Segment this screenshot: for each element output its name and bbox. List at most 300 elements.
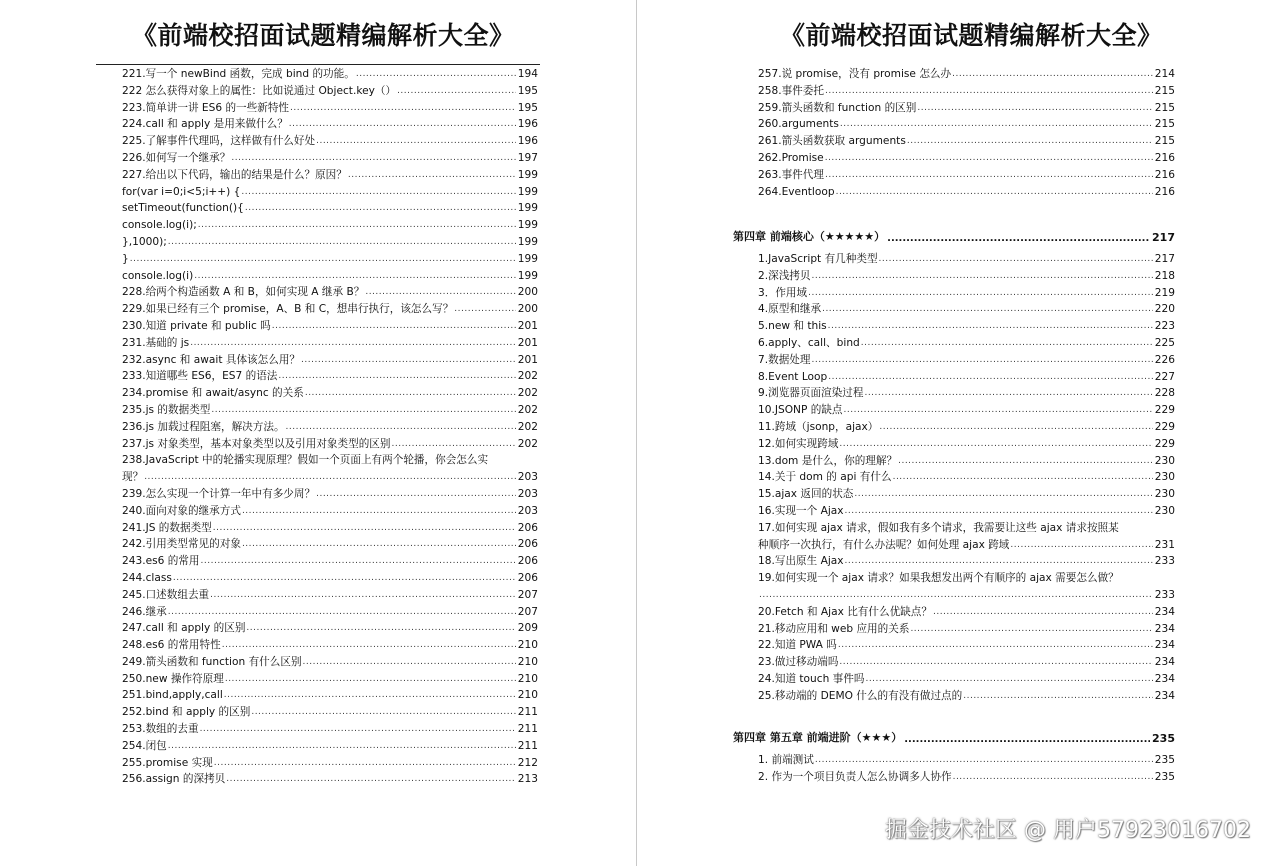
toc-entry-label: 261.箭头函数获取 arguments [758, 135, 906, 148]
toc-entry-label: 238.JavaScript 中的轮播实现原理？假如一个页面上有两个轮播，你会怎么实 [122, 454, 489, 467]
toc-entry-label: 234.promise 和 await/async 的关系 [122, 387, 304, 400]
toc-entry-label: 11.跨域（jsonp，ajax） [758, 420, 879, 433]
toc-entry-label: 22.知道 PWA 吗 [758, 639, 837, 652]
toc-page-number: 200 [517, 286, 538, 299]
dot-leader [168, 738, 516, 755]
toc-page-number: 206 [517, 571, 538, 584]
chapter-heading[interactable] [733, 226, 1175, 244]
toc-entry-label: 13.dom 是什么，你的理解？ [758, 454, 898, 467]
dot-leader [854, 486, 1152, 503]
toc-entry[interactable] [758, 688, 1175, 705]
dot-leader [245, 200, 516, 217]
dot-leader [365, 284, 515, 301]
dot-leader [246, 620, 515, 637]
toc-entry[interactable] [122, 755, 538, 772]
toc-entry[interactable] [122, 318, 538, 335]
toc-entry-label: 255.promise 实现 [122, 756, 213, 769]
toc-entry[interactable] [122, 167, 538, 184]
document-title: 《前端校招面试题精编解析大全》 [132, 21, 515, 50]
toc-entry-label: 244.class [122, 571, 172, 584]
toc-entry[interactable] [122, 133, 538, 150]
toc-entry[interactable] [758, 301, 1175, 318]
toc-entry-label: 1.JavaScript 有几种类型 [758, 253, 878, 265]
toc-entry-label: 249.箭头函数和 function 有什么区别 [122, 655, 302, 668]
toc-entry[interactable] [758, 268, 1175, 285]
toc-page-number: 202 [517, 437, 538, 450]
toc-entry-label: 246.继承 [122, 605, 167, 618]
toc-page-number: 225 [1154, 336, 1175, 349]
toc-entry-label: 221.写一个 newBind 函数，完成 bind 的功能。 [122, 68, 355, 80]
toc-page-number: 209 [517, 622, 538, 635]
toc-entry[interactable] [122, 268, 538, 285]
toc-entry-label: 3．作用域 [758, 286, 808, 299]
toc-page-number: 210 [517, 639, 538, 652]
toc-page-number: 203 [517, 504, 538, 517]
chapter-page-number: 235 [1152, 732, 1175, 745]
toc-page-number: 196 [517, 135, 538, 148]
toc-page-number: 229 [1154, 404, 1175, 417]
toc-entry-label: 224.call 和 apply 是用来做什么？ [122, 118, 288, 131]
toc-entry-label: 2. 作为一个项目负责人怎么协调多人协作 [758, 770, 952, 783]
dot-leader [173, 570, 516, 587]
toc-entry[interactable] [122, 385, 538, 402]
toc-entry-label: 种顺序一次执行，有什么办法呢？如何处理 ajax 跨域 [758, 538, 1010, 551]
toc-page-number: 219 [1154, 286, 1175, 299]
toc-entry-label: 264.Eventloop [758, 185, 835, 198]
toc-entry[interactable] [122, 553, 538, 570]
toc-entry[interactable] [758, 66, 1175, 83]
toc-entry[interactable] [122, 83, 538, 100]
dot-leader [356, 66, 516, 83]
toc-list [758, 752, 1175, 786]
toc-entry-label: },1000); [122, 235, 167, 248]
toc-entry-label: 239.怎么实现一个计算一年中有多少周？ [122, 487, 316, 500]
toc-entry-label: 262.Promise [758, 151, 824, 164]
toc-entry-label: 18.写出原生 Ajax [758, 555, 844, 568]
title-rule [96, 64, 540, 65]
toc-entry-label: 252.bind 和 apply 的区别 [122, 706, 251, 719]
dot-leader [241, 184, 515, 201]
toc-entry-label: 2.深浅拷贝 [758, 269, 811, 282]
dot-leader [210, 587, 516, 604]
toc-page-number: 234 [1154, 656, 1175, 669]
toc-entry[interactable] [122, 284, 538, 301]
dot-leader [815, 752, 1153, 769]
toc-page-number: 199 [517, 168, 538, 181]
toc-entry[interactable] [758, 503, 1175, 520]
toc-page-number: 220 [1154, 303, 1175, 316]
toc-entry[interactable] [122, 721, 538, 738]
toc-page-number: 206 [517, 555, 538, 568]
toc-entry[interactable] [122, 436, 538, 453]
toc-entry-label: 263.事件代理 [758, 168, 824, 181]
dot-leader [272, 318, 516, 335]
dot-leader [828, 318, 1153, 335]
toc-page-number: 234 [1154, 622, 1175, 635]
toc-page-number: 210 [517, 655, 538, 668]
toc-page-number: 199 [517, 269, 538, 282]
toc-entry[interactable] [122, 503, 538, 520]
dot-leader [844, 402, 1153, 419]
dot-leader [825, 150, 1153, 167]
toc-entry[interactable] [758, 150, 1175, 167]
dot-leader [242, 503, 516, 520]
toc-page-number: 234 [1154, 689, 1175, 702]
toc-page-number: 229 [1154, 437, 1175, 450]
dot-leader [316, 486, 516, 503]
toc-page-number: 234 [1154, 639, 1175, 652]
dot-leader [198, 217, 516, 234]
toc-entry[interactable] [758, 537, 1175, 554]
toc-page-number: 233 [1154, 588, 1175, 601]
toc-entry[interactable] [758, 402, 1175, 419]
dot-leader [887, 233, 1150, 244]
toc-page-number: 231 [1154, 538, 1175, 551]
toc-entry[interactable] [122, 301, 538, 318]
toc-page-number: 194 [517, 68, 538, 80]
chapter-label: 第四章 前端核心（★★★★★） [733, 230, 886, 243]
dot-leader [838, 637, 1153, 654]
chapter-heading[interactable] [733, 727, 1175, 745]
toc-entry[interactable] [758, 752, 1175, 769]
dot-leader [893, 469, 1153, 486]
dot-leader [168, 604, 516, 621]
toc-page-number: 235 [1154, 754, 1175, 766]
dot-leader [825, 167, 1153, 184]
dot-leader [845, 553, 1153, 570]
toc-entry-label: 16.实现一个 Ajax [758, 504, 844, 517]
toc-page-number: 202 [517, 420, 538, 433]
toc-entry[interactable] [122, 620, 538, 637]
toc-entry-label: for(var i=0;i<5;i++) { [122, 185, 241, 198]
toc-entry[interactable] [758, 116, 1175, 133]
toc-entry[interactable] [122, 654, 538, 671]
toc-page-number: 210 [517, 689, 538, 702]
dot-leader [213, 520, 516, 537]
dot-leader [839, 436, 1152, 453]
toc-entry[interactable] [758, 621, 1175, 638]
toc-entry-label: 241.JS 的数据类型 [122, 521, 212, 534]
dot-leader [811, 352, 1152, 369]
toc-page-number: 215 [1154, 135, 1175, 148]
toc-entry-label: 8.Event Loop [758, 370, 828, 383]
toc-entry[interactable] [122, 771, 538, 788]
toc-page-number: 206 [517, 538, 538, 551]
toc-entry-label: 236.js 加载过程阻塞，解决方法。 [122, 420, 285, 433]
toc-entry-label: 256.assign 的深拷贝 [122, 773, 226, 786]
toc-entry[interactable] [758, 553, 1175, 570]
toc-entry-label: 223.简单讲一讲 ES6 的一些新特性 [122, 101, 290, 114]
toc-entry-label: 248.es6 的常用特性 [122, 639, 221, 652]
toc-entry[interactable] [122, 116, 538, 133]
toc-page-number: 227 [1154, 370, 1175, 383]
toc-page-number: 211 [517, 723, 538, 736]
toc-page-number: 195 [517, 84, 538, 97]
toc-page-number: 229 [1154, 420, 1175, 433]
dot-leader [825, 83, 1153, 100]
toc-page-number: 214 [1154, 68, 1175, 80]
chapter-label: 第四章 第五章 前端进阶（★★★） [733, 731, 903, 744]
toc-entry[interactable] [758, 769, 1175, 786]
dot-leader [289, 116, 516, 133]
toc-page-number: 202 [517, 387, 538, 400]
dot-leader [845, 503, 1153, 520]
toc-page-number: 215 [1154, 84, 1175, 97]
toc-entry[interactable] [758, 251, 1175, 268]
dot-leader [190, 335, 516, 352]
toc-page-number: 202 [517, 370, 538, 383]
dot-leader [290, 100, 516, 117]
dot-leader [836, 184, 1153, 201]
toc-entry[interactable] [758, 369, 1175, 386]
dot-leader [953, 769, 1153, 786]
dot-leader [130, 251, 516, 268]
toc-entry[interactable] [758, 419, 1175, 436]
toc-entry[interactable] [758, 285, 1175, 302]
dot-leader [879, 251, 1153, 268]
toc-page-number: 199 [517, 185, 538, 198]
toc-entry-label: 230.知道 private 和 public 吗 [122, 319, 271, 332]
toc-page-number: 201 [517, 319, 538, 332]
toc-entry[interactable] [758, 570, 1175, 587]
toc-page-number: 226 [1154, 353, 1175, 366]
toc-page-number: 215 [1154, 101, 1175, 114]
toc-entry[interactable] [122, 184, 538, 201]
toc-entry-label: 258.事件委托 [758, 84, 824, 97]
toc-entry[interactable] [122, 469, 538, 486]
toc-page-number: 206 [517, 521, 538, 534]
dot-leader [879, 419, 1152, 436]
toc-page-number: 199 [517, 252, 538, 265]
toc-entry[interactable] [122, 536, 538, 553]
toc-entry[interactable] [758, 133, 1175, 150]
toc-entry[interactable] [758, 671, 1175, 688]
toc-entry[interactable] [122, 234, 538, 251]
dot-leader [222, 637, 516, 654]
chapter-page-number: 217 [1152, 231, 1175, 244]
toc-entry-label: 232.async 和 await 具体该怎么用？ [122, 353, 301, 366]
toc-entry-label: 17.如何实现 ajax 请求，假如我有多个请求，我需要让这些 ajax 请求按照某 [758, 521, 1119, 534]
toc-entry[interactable] [758, 453, 1175, 470]
toc-entry-label: 229.如果已经有三个 promise，A、B 和 C，想串行执行，该怎么写？ [122, 303, 454, 316]
toc-entry[interactable] [122, 66, 538, 83]
toc-entry-label: 20.Fetch 和 Ajax 比有什么优缺点？ [758, 605, 932, 618]
toc-entry-label: 9.浏览器页面渲染过程 [758, 387, 864, 400]
toc-page-number: 211 [517, 739, 538, 752]
toc-entry[interactable] [122, 637, 538, 654]
dot-leader [963, 688, 1153, 705]
toc-page-number: 197 [517, 151, 538, 164]
dot-leader [910, 621, 1152, 638]
dot-leader [865, 671, 1152, 688]
toc-page-number: 228 [1154, 387, 1175, 400]
toc-entry-label: 21.移动应用和 web 应用的关系 [758, 622, 910, 635]
toc-entry-label: 233.知道哪些 ES6，ES7 的语法 [122, 370, 278, 383]
toc-entry-label: 现？ [122, 471, 144, 484]
dot-leader [861, 335, 1153, 352]
dot-leader [1010, 537, 1152, 554]
toc-entry[interactable] [122, 452, 538, 469]
dot-leader [917, 100, 1152, 117]
toc-entry[interactable] [758, 587, 1175, 604]
toc-page-number: 234 [1154, 605, 1175, 618]
dot-leader [454, 301, 515, 318]
toc-entry-label: setTimeout(function(){ [122, 202, 244, 215]
toc-page-number: 235 [1154, 770, 1175, 783]
toc-entry-label: 23.做过移动端吗 [758, 656, 839, 669]
dot-leader [808, 285, 1153, 302]
toc-entry[interactable] [758, 100, 1175, 117]
toc-entry-label: 259.箭头函数和 function 的区别 [758, 101, 917, 114]
toc-entry[interactable] [122, 687, 538, 704]
dot-leader [811, 268, 1152, 285]
toc-page-number: 230 [1154, 454, 1175, 467]
toc-page-number: 230 [1154, 504, 1175, 517]
toc-entry-label: 231.基础的 js [122, 336, 190, 349]
dot-leader [907, 133, 1153, 150]
toc-entry[interactable] [122, 368, 538, 385]
toc-page-number: 203 [517, 487, 538, 500]
toc-entry-label: 237.js 对象类型，基本对象类型以及引用对象类型的区别 [122, 437, 391, 450]
toc-entry-label: 6.apply、call、bind [758, 336, 860, 349]
toc-page-number: 215 [1154, 118, 1175, 131]
toc-entry[interactable] [122, 352, 538, 369]
dot-leader [200, 721, 516, 738]
toc-entry[interactable] [758, 385, 1175, 402]
toc-page-number: 203 [517, 471, 538, 484]
toc-entry[interactable] [758, 167, 1175, 184]
toc-entry[interactable] [758, 486, 1175, 503]
toc-entry[interactable] [758, 335, 1175, 352]
toc-entry[interactable] [122, 251, 538, 268]
toc-entry-label: 242.引用类型常见的对象 [122, 538, 241, 551]
toc-entry-label: 254.闭包 [122, 739, 167, 752]
toc-page-number: 207 [517, 588, 538, 601]
dot-leader [211, 402, 515, 419]
toc-entry[interactable] [758, 318, 1175, 335]
toc-entry[interactable] [758, 520, 1175, 537]
toc-entry[interactable] [122, 217, 538, 234]
toc-page-number: 199 [517, 235, 538, 248]
toc-entry-label: 245.口述数组去重 [122, 588, 210, 601]
dot-leader [759, 587, 1153, 604]
dot-leader [933, 604, 1153, 621]
toc-entry-label: 24.知道 touch 事件吗 [758, 672, 865, 685]
dot-leader [168, 234, 516, 251]
dot-leader [348, 167, 516, 184]
dot-leader [316, 133, 516, 150]
toc-page-number: 200 [517, 303, 538, 316]
toc-entry-label: 240.面向对象的继承方式 [122, 504, 241, 517]
toc-entry-label: 10.JSONP 的缺点 [758, 404, 843, 417]
toc-entry-label: 260.arguments [758, 118, 839, 131]
toc-entry[interactable] [758, 469, 1175, 486]
toc-page-number: 202 [517, 403, 538, 416]
toc-entry[interactable] [122, 604, 538, 621]
toc-entry-label: 15.ajax 返回的状态 [758, 488, 854, 501]
toc-entry[interactable] [758, 604, 1175, 621]
dot-leader [840, 116, 1153, 133]
dot-leader [194, 268, 516, 285]
toc-list [758, 251, 1175, 705]
dot-leader [214, 755, 516, 772]
toc-page-number: 199 [517, 219, 538, 232]
toc-entry[interactable] [122, 704, 538, 721]
dot-leader [251, 704, 515, 721]
toc-entry[interactable] [758, 184, 1175, 201]
dot-leader [231, 150, 515, 167]
dot-leader [898, 453, 1153, 470]
toc-entry[interactable] [758, 637, 1175, 654]
toc-entry-label: 257.说 promise，没有 promise 怎么办 [758, 68, 952, 80]
toc-page-number: 207 [517, 605, 538, 618]
toc-entry-label: 226.如何写一个继承？ [122, 151, 231, 164]
toc-entry-label: } [122, 252, 129, 265]
toc-entry[interactable] [758, 352, 1175, 369]
toc-page-number: 216 [1154, 185, 1175, 198]
toc-entry[interactable] [758, 83, 1175, 100]
toc-entry[interactable] [758, 436, 1175, 453]
toc-entry[interactable] [122, 520, 538, 537]
dot-leader [301, 352, 516, 369]
toc-list [122, 66, 538, 788]
toc-page-number: 195 [517, 101, 538, 114]
toc-page-number: 201 [517, 336, 538, 349]
toc-entry-label: 228.给两个构造函数 A 和 B，如何实现 A 继承 B？ [122, 286, 365, 299]
toc-entry[interactable] [122, 587, 538, 604]
toc-entry[interactable] [122, 671, 538, 688]
toc-page-number: 211 [517, 706, 538, 719]
toc-entry[interactable] [122, 200, 538, 217]
toc-page-number: 196 [517, 118, 538, 131]
toc-entry[interactable] [758, 654, 1175, 671]
watermark: 掘金技术社区 @ 用户57923016702 [885, 818, 1251, 843]
toc-entry-label: 12.如何实现跨域 [758, 437, 839, 450]
toc-list [758, 66, 1175, 200]
toc-page-number: 210 [517, 672, 538, 685]
dot-leader [397, 83, 516, 100]
toc-entry[interactable] [122, 100, 538, 117]
dot-leader [391, 436, 515, 453]
toc-entry[interactable] [122, 738, 538, 755]
toc-page-number: 216 [1154, 168, 1175, 181]
dot-leader [144, 469, 516, 486]
toc-entry-label: 19.如何实现一个 ajax 请求？如果我想发出两个有顺序的 ajax 需要怎么做？ [758, 572, 1119, 585]
dot-leader [822, 301, 1153, 318]
toc-page-number: 230 [1154, 471, 1175, 484]
toc-entry[interactable] [122, 335, 538, 352]
toc-entry[interactable] [122, 570, 538, 587]
toc-entry[interactable] [122, 150, 538, 167]
toc-entry-label: console.log(i) [122, 269, 194, 282]
dot-leader [242, 536, 516, 553]
toc-page-number: 201 [517, 353, 538, 366]
toc-entry[interactable] [122, 402, 538, 419]
dot-leader [225, 671, 516, 688]
toc-entry-label: 253.数组的去重 [122, 723, 199, 736]
toc-entry-label: 14.关于 dom 的 api 有什么 [758, 471, 892, 484]
dot-leader [305, 385, 516, 402]
toc-page-number: 234 [1154, 672, 1175, 685]
toc-page-number: 218 [1154, 269, 1175, 282]
dot-leader [904, 734, 1150, 745]
toc-entry[interactable] [122, 486, 538, 503]
toc-page-number: 230 [1154, 488, 1175, 501]
toc-entry[interactable] [122, 419, 538, 436]
dot-leader [278, 368, 515, 385]
dot-leader [286, 419, 516, 436]
toc-page-number: 199 [517, 202, 538, 215]
